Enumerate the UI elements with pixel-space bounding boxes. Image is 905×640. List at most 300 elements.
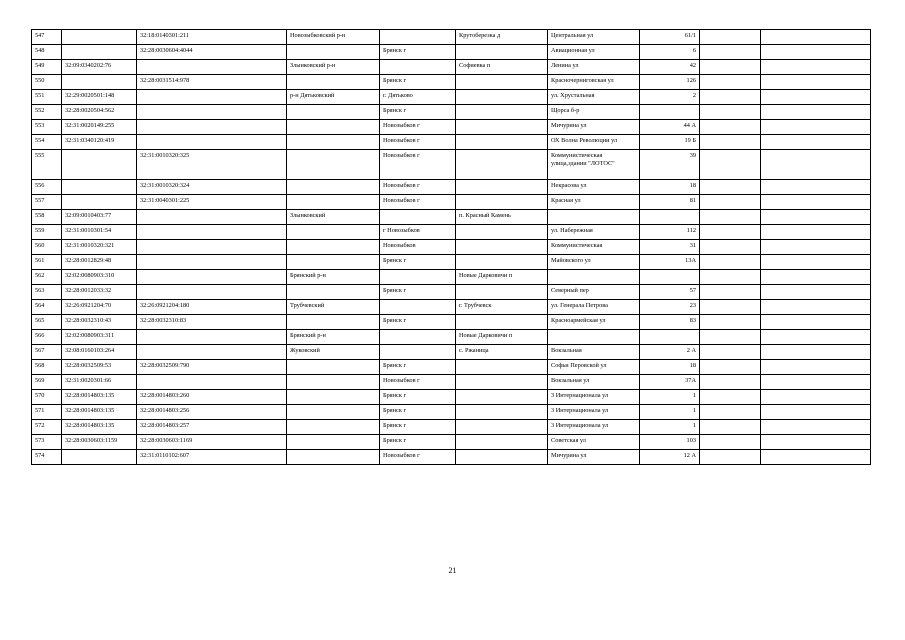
extra-column-2-cell xyxy=(761,45,871,60)
extra-column-2-cell xyxy=(761,270,871,285)
table-row xyxy=(32,75,871,90)
table-row xyxy=(32,285,871,300)
cadastral-number-cell: 32:31:0340120:419 xyxy=(62,135,137,150)
house-number-cell xyxy=(640,330,700,345)
street-cell: 3 Интернационала ул xyxy=(548,420,640,435)
cadastral-number-cell xyxy=(62,195,137,210)
city-cell: Новозыбков г xyxy=(380,135,456,150)
cadastral-number-cell: 32:28:0030603:1159 xyxy=(62,435,137,450)
extra-column-1-cell xyxy=(700,255,761,270)
street-cell: Северный пер xyxy=(548,285,640,300)
city-cell: Брянск г xyxy=(380,360,456,375)
table-row xyxy=(32,210,871,225)
table-row xyxy=(32,45,871,60)
row-number-cell: 550 xyxy=(32,75,62,90)
house-number-cell xyxy=(640,210,700,225)
table-row xyxy=(32,105,871,120)
row-number-cell: 556 xyxy=(32,180,62,195)
extra-column-1-cell xyxy=(700,375,761,390)
extra-column-1-cell xyxy=(700,75,761,90)
object-cadastral-number-cell: 32:28:0014803:260 xyxy=(137,390,287,405)
cadastral-number-cell: 32:28:0032310:43 xyxy=(62,315,137,330)
row-number-cell: 574 xyxy=(32,450,62,465)
extra-column-2-cell xyxy=(761,405,871,420)
table-row xyxy=(32,450,871,465)
street-cell: Красная ул xyxy=(548,195,640,210)
table-row xyxy=(32,300,871,315)
extra-column-2-cell xyxy=(761,210,871,225)
extra-column-1-cell xyxy=(700,345,761,360)
object-cadastral-number-cell xyxy=(137,330,287,345)
settlement-cell: с. Ржаница xyxy=(456,345,548,360)
extra-column-1-cell xyxy=(700,390,761,405)
extra-column-2-cell xyxy=(761,375,871,390)
cadastral-number-cell xyxy=(62,45,137,60)
house-number-cell: 2 xyxy=(640,90,700,105)
city-cell: Брянск г xyxy=(380,285,456,300)
extra-column-1-cell xyxy=(700,45,761,60)
street-cell: Майовского ул xyxy=(548,255,640,270)
settlement-cell: Крутоберезка д xyxy=(456,30,548,45)
cadastral-number-cell: 32:28:0012829:48 xyxy=(62,255,137,270)
cadastral-number-cell: 32:28:0032509:53 xyxy=(62,360,137,375)
cadastral-number-cell: 32:28:0014803:135 xyxy=(62,420,137,435)
settlement-cell xyxy=(456,375,548,390)
table-row xyxy=(32,360,871,375)
cadastral-number-cell xyxy=(62,75,137,90)
house-number-cell: 126 xyxy=(640,75,700,90)
street-cell: Некрасова ул xyxy=(548,180,640,195)
district-cell xyxy=(287,75,380,90)
city-cell xyxy=(380,30,456,45)
city-cell: Брянск г xyxy=(380,435,456,450)
cadastral-number-cell xyxy=(62,450,137,465)
house-number-cell: 37А xyxy=(640,375,700,390)
extra-column-2-cell xyxy=(761,450,871,465)
row-number-cell: 569 xyxy=(32,375,62,390)
row-number-cell: 573 xyxy=(32,435,62,450)
object-cadastral-number-cell xyxy=(137,90,287,105)
extra-column-1-cell xyxy=(700,105,761,120)
cadastral-number-cell: 32:29:0020501:148 xyxy=(62,90,137,105)
object-cadastral-number-cell xyxy=(137,375,287,390)
settlement-cell xyxy=(456,285,548,300)
settlement-cell xyxy=(456,360,548,375)
extra-column-1-cell xyxy=(700,120,761,135)
city-cell xyxy=(380,345,456,360)
object-cadastral-number-cell: 32:31:0010320:324 xyxy=(137,180,287,195)
house-number-cell: 13А xyxy=(640,255,700,270)
settlement-cell xyxy=(456,255,548,270)
district-cell xyxy=(287,45,380,60)
district-cell xyxy=(287,150,380,180)
object-cadastral-number-cell xyxy=(137,345,287,360)
table-row xyxy=(32,195,871,210)
settlement-cell: Софиевка п xyxy=(456,60,548,75)
district-cell: Злынковский xyxy=(287,210,380,225)
extra-column-1-cell xyxy=(700,405,761,420)
row-number-cell: 564 xyxy=(32,300,62,315)
object-cadastral-number-cell xyxy=(137,60,287,75)
cadastral-number-cell xyxy=(62,180,137,195)
street-cell: 3 Интернационала ул xyxy=(548,390,640,405)
object-cadastral-number-cell xyxy=(137,210,287,225)
street-cell: Вокзальная xyxy=(548,345,640,360)
settlement-cell xyxy=(456,75,548,90)
settlement-cell xyxy=(456,240,548,255)
extra-column-1-cell xyxy=(700,420,761,435)
settlement-cell: п. Красный Камень xyxy=(456,210,548,225)
district-cell xyxy=(287,225,380,240)
house-number-cell xyxy=(640,105,700,120)
district-cell: Брянский р-н xyxy=(287,330,380,345)
registry-table xyxy=(31,29,871,465)
house-number-cell: 83 xyxy=(640,315,700,330)
city-cell: Брянск г xyxy=(380,315,456,330)
extra-column-2-cell xyxy=(761,90,871,105)
district-cell xyxy=(287,255,380,270)
house-number-cell: 57 xyxy=(640,285,700,300)
table-row xyxy=(32,435,871,450)
street-cell xyxy=(548,270,640,285)
street-cell: Красноармейская ул xyxy=(548,315,640,330)
object-cadastral-number-cell: 32:28:0031514:978 xyxy=(137,75,287,90)
city-cell: Новозыбков г xyxy=(380,375,456,390)
city-cell xyxy=(380,270,456,285)
cadastral-number-cell: 32:26:0921204:70 xyxy=(62,300,137,315)
district-cell: Злынковский р-н xyxy=(287,60,380,75)
city-cell: г Новозыбков xyxy=(380,225,456,240)
settlement-cell: г. Трубчевск xyxy=(456,300,548,315)
extra-column-2-cell xyxy=(761,180,871,195)
row-number-cell: 551 xyxy=(32,90,62,105)
house-number-cell: 12 А xyxy=(640,450,700,465)
cadastral-number-cell: 32:02:0080903:310 xyxy=(62,270,137,285)
city-cell xyxy=(380,210,456,225)
extra-column-1-cell xyxy=(700,450,761,465)
house-number-cell: 2 А xyxy=(640,345,700,360)
extra-column-2-cell xyxy=(761,150,871,180)
district-cell xyxy=(287,315,380,330)
house-number-cell: 39 xyxy=(640,150,700,180)
row-number-cell: 567 xyxy=(32,345,62,360)
extra-column-2-cell xyxy=(761,435,871,450)
street-cell: Авиационная ул xyxy=(548,45,640,60)
city-cell: Брянск г xyxy=(380,405,456,420)
cadastral-number-cell: 32:08:0160103:264 xyxy=(62,345,137,360)
table-row xyxy=(32,30,871,45)
district-cell: р-н Дятьковский xyxy=(287,90,380,105)
street-cell: ул. Генерала Петрова xyxy=(548,300,640,315)
settlement-cell xyxy=(456,195,548,210)
row-number-cell: 554 xyxy=(32,135,62,150)
cadastral-number-cell: 32:28:0014803:135 xyxy=(62,405,137,420)
district-cell xyxy=(287,180,380,195)
extra-column-2-cell xyxy=(761,105,871,120)
settlement-cell xyxy=(456,105,548,120)
settlement-cell xyxy=(456,135,548,150)
cadastral-number-cell: 32:09:0010403:77 xyxy=(62,210,137,225)
table-row xyxy=(32,390,871,405)
street-cell: Мичурина ул xyxy=(548,450,640,465)
house-number-cell xyxy=(640,270,700,285)
cadastral-number-cell xyxy=(62,30,137,45)
table-row xyxy=(32,420,871,435)
district-cell xyxy=(287,120,380,135)
extra-column-1-cell xyxy=(700,90,761,105)
extra-column-1-cell xyxy=(700,225,761,240)
city-cell: Новозыбков г xyxy=(380,450,456,465)
settlement-cell xyxy=(456,405,548,420)
city-cell: Новозыбков г xyxy=(380,120,456,135)
house-number-cell: 1 xyxy=(640,420,700,435)
city-cell: Новозыбков г xyxy=(380,150,456,180)
settlement-cell xyxy=(456,450,548,465)
extra-column-1-cell xyxy=(700,240,761,255)
street-cell: Красночерниговская ул xyxy=(548,75,640,90)
district-cell xyxy=(287,405,380,420)
object-cadastral-number-cell xyxy=(137,135,287,150)
city-cell: Брянск г xyxy=(380,420,456,435)
district-cell xyxy=(287,135,380,150)
table-row xyxy=(32,180,871,195)
row-number-cell: 563 xyxy=(32,285,62,300)
extra-column-1-cell xyxy=(700,210,761,225)
row-number-cell: 547 xyxy=(32,30,62,45)
district-cell xyxy=(287,390,380,405)
house-number-cell: 81 xyxy=(640,195,700,210)
extra-column-1-cell xyxy=(700,435,761,450)
settlement-cell xyxy=(456,150,548,180)
extra-column-2-cell xyxy=(761,420,871,435)
object-cadastral-number-cell: 32:31:0110102:607 xyxy=(137,450,287,465)
row-number-cell: 565 xyxy=(32,315,62,330)
district-cell: Новозыбковский р-н xyxy=(287,30,380,45)
extra-column-2-cell xyxy=(761,225,871,240)
district-cell xyxy=(287,240,380,255)
row-number-cell: 562 xyxy=(32,270,62,285)
street-cell: Центральная ул xyxy=(548,30,640,45)
extra-column-1-cell xyxy=(700,135,761,150)
settlement-cell: Новые Дарковичи п xyxy=(456,270,548,285)
table-row xyxy=(32,240,871,255)
district-cell xyxy=(287,105,380,120)
table-row xyxy=(32,255,871,270)
district-cell xyxy=(287,375,380,390)
row-number-cell: 571 xyxy=(32,405,62,420)
table-row xyxy=(32,405,871,420)
row-number-cell: 561 xyxy=(32,255,62,270)
settlement-cell xyxy=(456,180,548,195)
city-cell: Новозыбков г xyxy=(380,195,456,210)
extra-column-1-cell xyxy=(700,270,761,285)
house-number-cell: 42 xyxy=(640,60,700,75)
cadastral-number-cell: 32:28:0014803:135 xyxy=(62,390,137,405)
city-cell: Брянск г xyxy=(380,105,456,120)
object-cadastral-number-cell xyxy=(137,270,287,285)
house-number-cell: 112 xyxy=(640,225,700,240)
row-number-cell: 553 xyxy=(32,120,62,135)
table-row xyxy=(32,60,871,75)
district-cell: Брянский р-н xyxy=(287,270,380,285)
row-number-cell: 559 xyxy=(32,225,62,240)
table-row xyxy=(32,135,871,150)
table-row xyxy=(32,225,871,240)
table-row xyxy=(32,270,871,285)
extra-column-2-cell xyxy=(761,255,871,270)
extra-column-2-cell xyxy=(761,315,871,330)
table-row xyxy=(32,330,871,345)
extra-column-1-cell xyxy=(700,330,761,345)
table-body xyxy=(32,30,871,465)
street-cell: Софьи Перовской ул xyxy=(548,360,640,375)
extra-column-2-cell xyxy=(761,390,871,405)
extra-column-2-cell xyxy=(761,60,871,75)
district-cell xyxy=(287,450,380,465)
house-number-cell: 18 xyxy=(640,360,700,375)
row-number-cell: 557 xyxy=(32,195,62,210)
house-number-cell: 1 xyxy=(640,390,700,405)
district-cell: Трубчевский xyxy=(287,300,380,315)
street-cell: Ленина ул xyxy=(548,60,640,75)
house-number-cell: 31 xyxy=(640,240,700,255)
cadastral-number-cell: 32:31:0020301:66 xyxy=(62,375,137,390)
row-number-cell: 560 xyxy=(32,240,62,255)
extra-column-2-cell xyxy=(761,300,871,315)
settlement-cell xyxy=(456,315,548,330)
street-cell: Советская ул xyxy=(548,435,640,450)
extra-column-2-cell xyxy=(761,285,871,300)
extra-column-1-cell xyxy=(700,315,761,330)
extra-column-2-cell xyxy=(761,30,871,45)
row-number-cell: 572 xyxy=(32,420,62,435)
city-cell: г. Дятьково xyxy=(380,90,456,105)
street-cell: Вокзальная ул xyxy=(548,375,640,390)
settlement-cell xyxy=(456,435,548,450)
extra-column-2-cell xyxy=(761,195,871,210)
row-number-cell: 568 xyxy=(32,360,62,375)
street-cell: ОХ Волна Революции ул xyxy=(548,135,640,150)
street-cell: 3 Интернационала ул xyxy=(548,405,640,420)
house-number-cell: 23 xyxy=(640,300,700,315)
page-number: 21 xyxy=(448,566,457,575)
cadastral-number-cell: 32:02:0080903:311 xyxy=(62,330,137,345)
city-cell: Брянск г xyxy=(380,390,456,405)
settlement-cell xyxy=(456,90,548,105)
object-cadastral-number-cell: 32:26:0921204:180 xyxy=(137,300,287,315)
row-number-cell: 549 xyxy=(32,60,62,75)
city-cell: Брянск г xyxy=(380,45,456,60)
row-number-cell: 566 xyxy=(32,330,62,345)
extra-column-1-cell xyxy=(700,60,761,75)
object-cadastral-number-cell xyxy=(137,120,287,135)
table-row xyxy=(32,315,871,330)
street-cell xyxy=(548,330,640,345)
object-cadastral-number-cell: 32:28:0030604:4044 xyxy=(137,45,287,60)
object-cadastral-number-cell: 32:28:0030603:1169 xyxy=(137,435,287,450)
object-cadastral-number-cell xyxy=(137,285,287,300)
object-cadastral-number-cell: 32:18:0140301:211 xyxy=(137,30,287,45)
house-number-cell: 18 xyxy=(640,180,700,195)
street-cell: Коммунистическая улица,здании "ЛОТОС" xyxy=(548,150,640,180)
settlement-cell xyxy=(456,390,548,405)
row-number-cell: 570 xyxy=(32,390,62,405)
city-cell xyxy=(380,330,456,345)
district-cell xyxy=(287,435,380,450)
street-cell: Коммунистическая xyxy=(548,240,640,255)
settlement-cell: Новые Дарковичи п xyxy=(456,330,548,345)
extra-column-2-cell xyxy=(761,240,871,255)
object-cadastral-number-cell xyxy=(137,255,287,270)
table-row xyxy=(32,90,871,105)
table-row xyxy=(32,120,871,135)
house-number-cell: 61/1 xyxy=(640,30,700,45)
city-cell: Новозыбков г xyxy=(380,180,456,195)
cadastral-number-cell: 32:28:0020504:562 xyxy=(62,105,137,120)
cadastral-number-cell: 32:31:0010320:321 xyxy=(62,240,137,255)
extra-column-2-cell xyxy=(761,345,871,360)
table-row xyxy=(32,375,871,390)
cadastral-number-cell: 32:31:0020149:255 xyxy=(62,120,137,135)
extra-column-1-cell xyxy=(700,195,761,210)
object-cadastral-number-cell: 32:31:0010320:325 xyxy=(137,150,287,180)
object-cadastral-number-cell: 32:28:0014803:257 xyxy=(137,420,287,435)
object-cadastral-number-cell: 32:28:0032310:83 xyxy=(137,315,287,330)
table-row xyxy=(32,345,871,360)
row-number-cell: 548 xyxy=(32,45,62,60)
cadastral-number-cell: 32:31:0010301:54 xyxy=(62,225,137,240)
house-number-cell: 1 xyxy=(640,405,700,420)
district-cell xyxy=(287,420,380,435)
district-cell xyxy=(287,360,380,375)
extra-column-1-cell xyxy=(700,300,761,315)
house-number-cell: 6 xyxy=(640,45,700,60)
street-cell: ул. Хрустальная xyxy=(548,90,640,105)
settlement-cell xyxy=(456,420,548,435)
street-cell: ул. Набережная xyxy=(548,225,640,240)
table-row xyxy=(32,150,871,180)
object-cadastral-number-cell: 32:28:0032509:790 xyxy=(137,360,287,375)
district-cell xyxy=(287,285,380,300)
district-cell xyxy=(287,195,380,210)
street-cell xyxy=(548,210,640,225)
row-number-cell: 555 xyxy=(32,150,62,180)
extra-column-2-cell xyxy=(761,330,871,345)
city-cell xyxy=(380,60,456,75)
object-cadastral-number-cell xyxy=(137,225,287,240)
house-number-cell: 103 xyxy=(640,435,700,450)
extra-column-1-cell xyxy=(700,30,761,45)
settlement-cell xyxy=(456,45,548,60)
extra-column-2-cell xyxy=(761,120,871,135)
extra-column-2-cell xyxy=(761,135,871,150)
city-cell xyxy=(380,300,456,315)
street-cell: Мичурина ул xyxy=(548,120,640,135)
extra-column-1-cell xyxy=(700,150,761,180)
house-number-cell: 44 А xyxy=(640,120,700,135)
settlement-cell xyxy=(456,120,548,135)
object-cadastral-number-cell: 32:31:0040301:225 xyxy=(137,195,287,210)
settlement-cell xyxy=(456,225,548,240)
extra-column-2-cell xyxy=(761,360,871,375)
row-number-cell: 552 xyxy=(32,105,62,120)
object-cadastral-number-cell xyxy=(137,240,287,255)
object-cadastral-number-cell: 32:28:0014803:256 xyxy=(137,405,287,420)
extra-column-1-cell xyxy=(700,360,761,375)
house-number-cell: 19 Б xyxy=(640,135,700,150)
object-cadastral-number-cell xyxy=(137,105,287,120)
street-cell: Щорса б-р xyxy=(548,105,640,120)
